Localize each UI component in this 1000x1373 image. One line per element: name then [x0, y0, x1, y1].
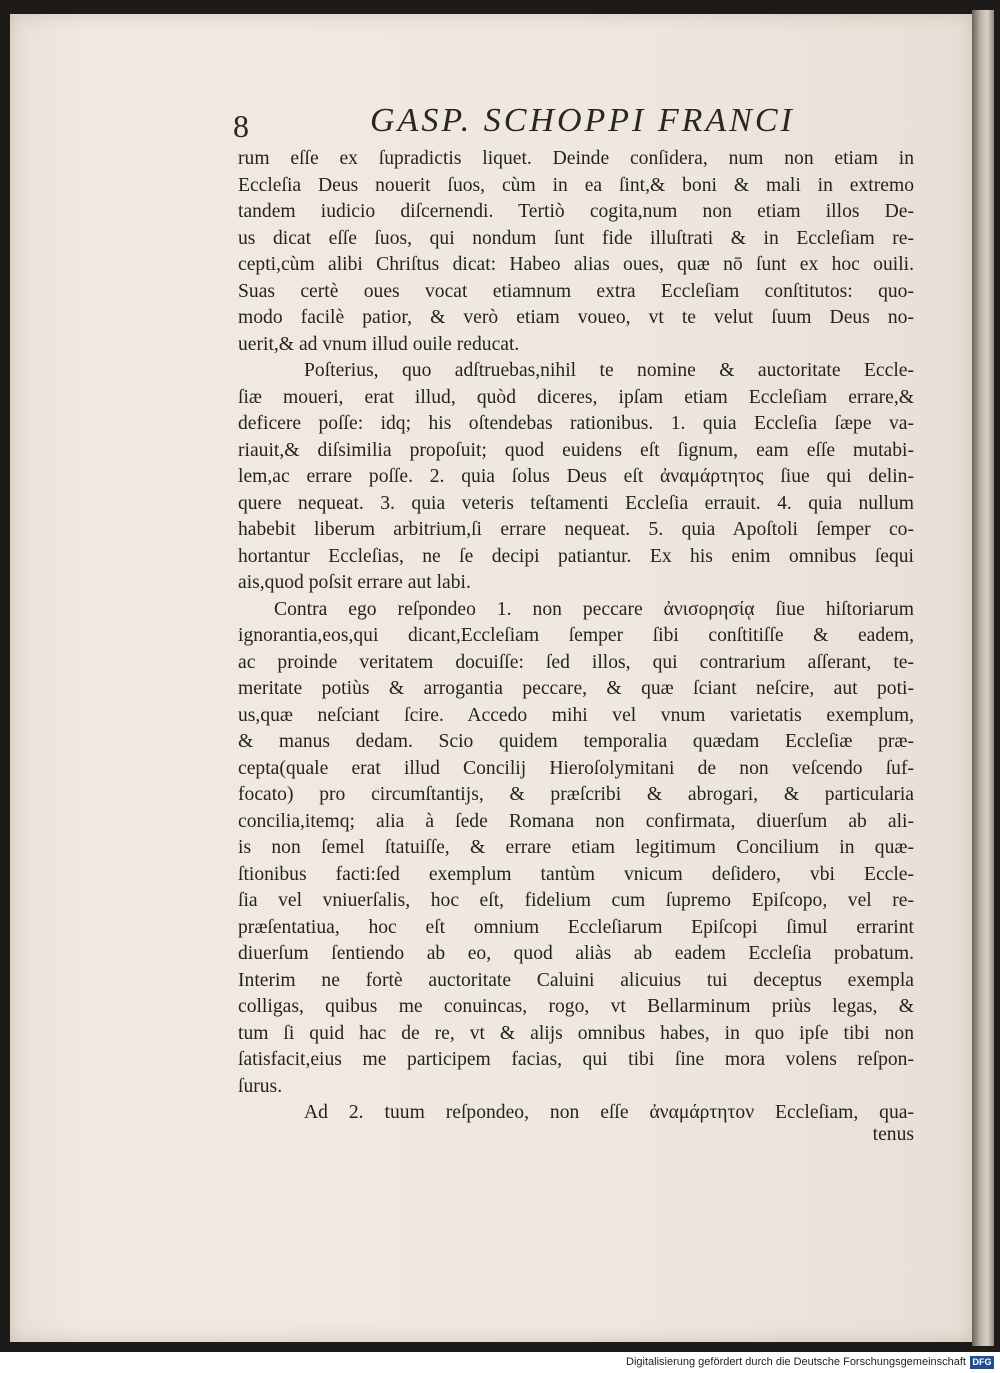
text-line: ais,quod poſsit errare aut labi. [238, 572, 471, 593]
text-line: ſia vel vniuerſalis, hoc eſt, fidelium cum ſupremo Epiſcopo, vel re- [238, 890, 914, 911]
dfg-logo-icon: DFG [970, 1356, 994, 1369]
text-line: tandem iudicio diſcernendi. Tertiò cogita,num non etiam illos De- [238, 201, 914, 222]
footer-bar [0, 1352, 1000, 1373]
text-line: riauit,& diſsimilia propoſuit; quod euidens eſt ſignum, eam eſſe mutabi- [238, 439, 914, 461]
catchword: tenus [872, 1124, 914, 1145]
text-line: deficere poſſe: idq; his oſtendebas rationibus. 1. quia Eccleſia ſæpe va- [238, 413, 914, 434]
body-text [238, 146, 914, 1127]
text-line: Poſterius, quo adſtruebas,nihil te nomine & auctoritate Eccle- [304, 360, 914, 381]
text-line: ac proinde veritatem docuiſſe: ſed illos, qui contrarium aſſerant, te- [238, 651, 914, 673]
text-line: us,quæ neſciant ſcire. Accedo mihi vel vnum varietatis exemplum, [238, 704, 914, 726]
text-line: rum eſſe ex ſupradictis liquet. Deinde conſidera, num non etiam in [238, 148, 914, 169]
text-line: is non ſemel ſtatuiſſe, & errare etiam legitimum Concilium in quæ- [238, 837, 914, 858]
text-line: concilia,itemq; alia à ſede Romana non confirmata, diuerſum ab ali- [238, 810, 914, 832]
text-line: Suas certè oues vocat etiamnum extra Eccleſiam conſtitutos: quo- [238, 280, 914, 302]
text-line: modo facilè patior, & verò etiam voueo, vt te velut ſuum Deus no- [238, 307, 914, 328]
text-line: Eccleſia Deus nouerit ſuos, cùm in ea ſint,& boni & mali in extremo [238, 174, 914, 196]
text-line: hortantur Eccleſias, ne ſe decipi patiantur. Ex his enim omnibus ſequi [238, 545, 914, 567]
text-line: meritate potiùs & arrogantia peccare, & quæ ſciant neſcire, aut poti- [238, 678, 914, 699]
text-line: Ad 2. tuum reſpondeo, non eſſe ἀναμάρτητον Eccleſiam, qua- [304, 1102, 914, 1123]
text-line: cepta(quale erat illud Concilij Hieroſolymitani de non veſcendo ſuf- [238, 757, 914, 779]
text-line: uerit,& ad vnum illud ouile reducat. [238, 333, 520, 355]
text-line: diuerſum ſentiendo ab eo, quod aliàs ab eadem Eccleſia probatum. [238, 943, 914, 964]
page-header [10, 98, 972, 148]
text-line: habebit liberum arbitrium,ſi errare nequeat. 5. quia Apoſtoli ſemper co- [238, 519, 914, 540]
text-line: colligas, quibus me conuincas, rogo, vt Bellarminum priùs legas, & [238, 996, 914, 1017]
text-line: & manus dedam. Scio quidem temporalia quædam Eccleſiæ præ- [238, 731, 914, 752]
running-title: GASP. SCHOPPI FRANCI [370, 102, 795, 139]
text-line: ſatisfacit,eius me participem facias, qui tibi ſine mora volens reſpon- [238, 1049, 914, 1070]
book-page [10, 14, 972, 1342]
text-line: ignorantia,eos,qui dicant,Eccleſiam ſemper ſibi conſtitiſſe & eadem, [238, 625, 914, 646]
text-line: tum ſi quid hac de re, vt & alijs omnibus habes, in quo ipſe tibi non [238, 1022, 914, 1044]
text-line: us dicat eſſe ſuos, qui nondum ſunt fide illuſtrati & in Eccleſiam re- [238, 227, 914, 249]
digitization-credit: Digitalisierung gefördert durch die Deutsche Forschungsgemeinschaft [626, 1356, 966, 1368]
text-line: ſtionibus facti:ſed exemplum tantùm vnicum deſidero, vbi Eccle- [238, 863, 914, 885]
text-line: ſiæ moueri, erat illud, quòd diceres, ipſam etiam Eccleſiam errare,& [238, 386, 914, 408]
text-line: Interim ne fortè auctoritate Caluini alicuius tui deceptus exempla [238, 969, 914, 991]
text-line: præſentatiua, hoc eſt omnium Eccleſiarum Epiſcopi ſimul errarint [238, 916, 914, 938]
text-line: Contra ego reſpondeo 1. non peccare ἀνισορησίᾳ ſiue hiſtoriarum [274, 598, 914, 620]
text-line: cepti,cùm alibi Chriſtus dicat: Habeo alias oues, quæ nō ſunt ex hoc ouili. [238, 254, 914, 275]
page-edge [972, 10, 994, 1346]
text-line: focato) pro circumſtantijs, & præſcribi & abrogari, & particularia [238, 784, 914, 805]
text-line: lem,ac errare poſſe. 2. quia ſolus Deus eſt ἀναμάρτητος ſiue qui delin- [238, 466, 914, 487]
page-number: 8 [233, 108, 249, 144]
text-line: ſurus. [238, 1075, 283, 1097]
text-line: quere nequeat. 3. quia veteris teſtamenti Eccleſia errauit. 4. quia nullum [238, 492, 914, 514]
